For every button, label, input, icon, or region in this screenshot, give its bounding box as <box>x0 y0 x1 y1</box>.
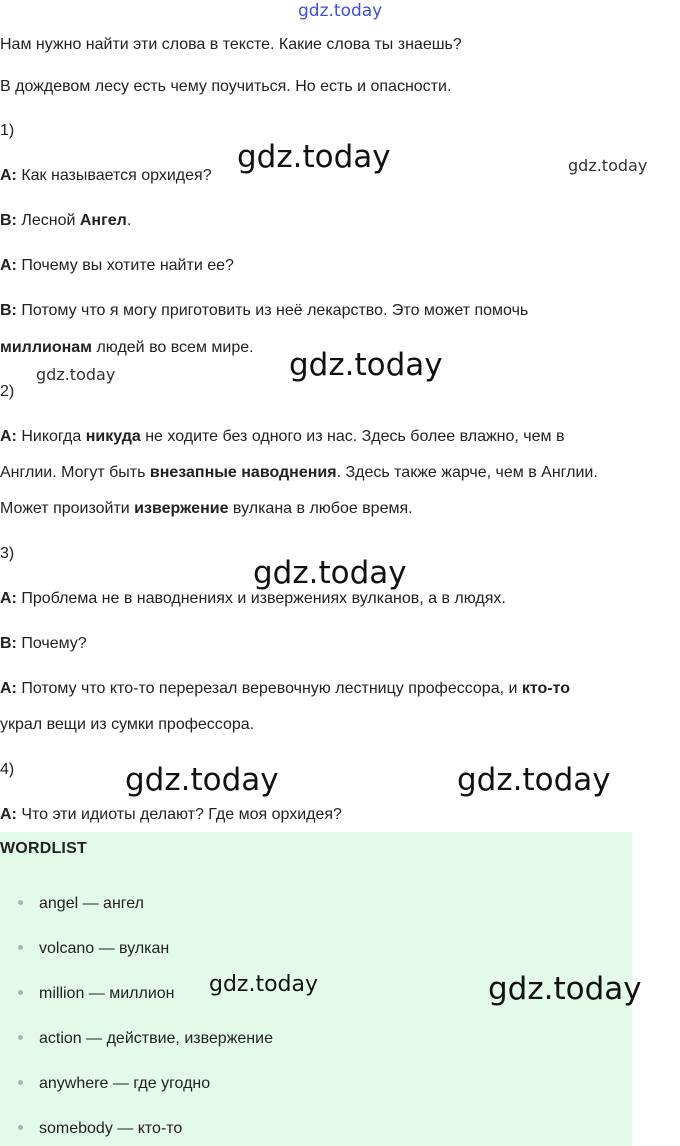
speaker-label: A: <box>0 257 17 274</box>
dialogue-line <box>0 301 528 321</box>
speaker-label: A: <box>0 167 17 184</box>
highlighted-word: внезапные наводнения <box>149 464 337 481</box>
highlighted-word: Ангел <box>79 212 127 229</box>
speaker-label: A: <box>0 680 17 697</box>
speaker-label: A: <box>0 806 17 823</box>
dialogue-text: Может произойти <box>0 500 135 517</box>
highlighted-word: кто-то <box>521 680 571 697</box>
speaker-label: B: <box>0 302 17 319</box>
dialogue-text: . Здесь также жарче, чем в Англии. <box>336 464 598 481</box>
dialogue-text: Что эти идиоты делают? Где моя орхидея? <box>16 806 342 823</box>
dialogue-line <box>0 805 342 825</box>
section-number-4: 4) <box>0 761 15 778</box>
dialogue-text: Почему вы хотите найти ее? <box>16 257 234 274</box>
intro-line-1: Нам нужно найти эти слова в тексте. Какие слова ты знаешь? <box>0 36 462 53</box>
dialogue-text: . <box>126 212 132 229</box>
watermark: gdz.today <box>289 347 443 383</box>
watermark: gdz.today <box>209 972 319 997</box>
wordlist-item: anywhere — где угодно <box>18 1074 210 1094</box>
dialogue-text: не ходите без одного из нас. Здесь более влажно, чем в <box>140 428 565 445</box>
watermark-top: gdz.today <box>298 1 383 21</box>
watermark: gdz.today <box>488 971 642 1007</box>
dialogue-text: Как называется орхидея? <box>16 167 212 184</box>
wordlist-item: angel — ангел <box>18 894 144 914</box>
dialogue-line <box>0 427 564 447</box>
dialogue-line <box>0 499 413 519</box>
dialogue-text: Лесной <box>16 212 80 229</box>
watermark: gdz.today <box>237 139 391 175</box>
watermark: gdz.today <box>125 762 279 798</box>
intro-line-2: В дождевом лесу есть чему поучиться. Но есть и опасности. <box>0 78 452 95</box>
section-number-2: 2) <box>0 383 15 400</box>
bullet-icon <box>18 1080 23 1085</box>
dialogue-line <box>0 256 234 276</box>
dialogue-line <box>0 679 570 699</box>
bullet-icon <box>18 1125 23 1130</box>
wordlist-item: million — миллион <box>18 984 175 1004</box>
wordlist-title: WORDLIST <box>0 840 87 857</box>
highlighted-word: миллионам <box>0 339 93 356</box>
bullet-icon <box>18 990 23 995</box>
bullet-icon <box>18 1035 23 1040</box>
dialogue-text: Англии. Могут быть <box>0 464 150 481</box>
dialogue-text: Потому что кто-то перерезал веревочную лестницу профессора, и <box>16 680 522 697</box>
dialogue-text: Никогда <box>16 428 86 445</box>
wordlist-item: action — действие, извержение <box>18 1029 273 1049</box>
bullet-icon <box>18 945 23 950</box>
dialogue-line <box>0 166 212 186</box>
speaker-label: B: <box>0 635 17 652</box>
dialogue-line <box>0 634 87 654</box>
highlighted-word: извержение <box>134 500 229 517</box>
dialogue-text: вулкана в любое время. <box>228 500 413 517</box>
dialogue-line <box>0 211 131 231</box>
wordlist-item: somebody — кто-то <box>18 1119 182 1139</box>
dialogue-text: Потому что я могу приготовить из неё лекарство. Это может помочь <box>16 302 529 319</box>
watermark: gdz.today <box>253 555 407 591</box>
wordlist-item: volcano — вулкан <box>18 939 169 959</box>
speaker-label: B: <box>0 212 17 229</box>
highlighted-word: никуда <box>85 428 141 445</box>
dialogue-line <box>0 338 254 358</box>
bullet-icon <box>18 900 23 905</box>
section-number-1: 1) <box>0 122 15 139</box>
speaker-label: A: <box>0 428 17 445</box>
watermark: gdz.today <box>568 156 648 175</box>
dialogue-line: украл вещи из сумки профессора. <box>0 716 255 733</box>
dialogue-line <box>0 463 598 483</box>
dialogue-text: Проблема не в наводнениях и извержениях вулканов, а в людях. <box>16 590 506 607</box>
speaker-label: A: <box>0 590 17 607</box>
watermark: gdz.today <box>457 762 611 798</box>
dialogue-text: Почему? <box>16 635 87 652</box>
section-number-3: 3) <box>0 545 15 562</box>
dialogue-line <box>0 589 506 609</box>
watermark: gdz.today <box>36 365 116 384</box>
dialogue-text: людей во всем мире. <box>92 339 254 356</box>
